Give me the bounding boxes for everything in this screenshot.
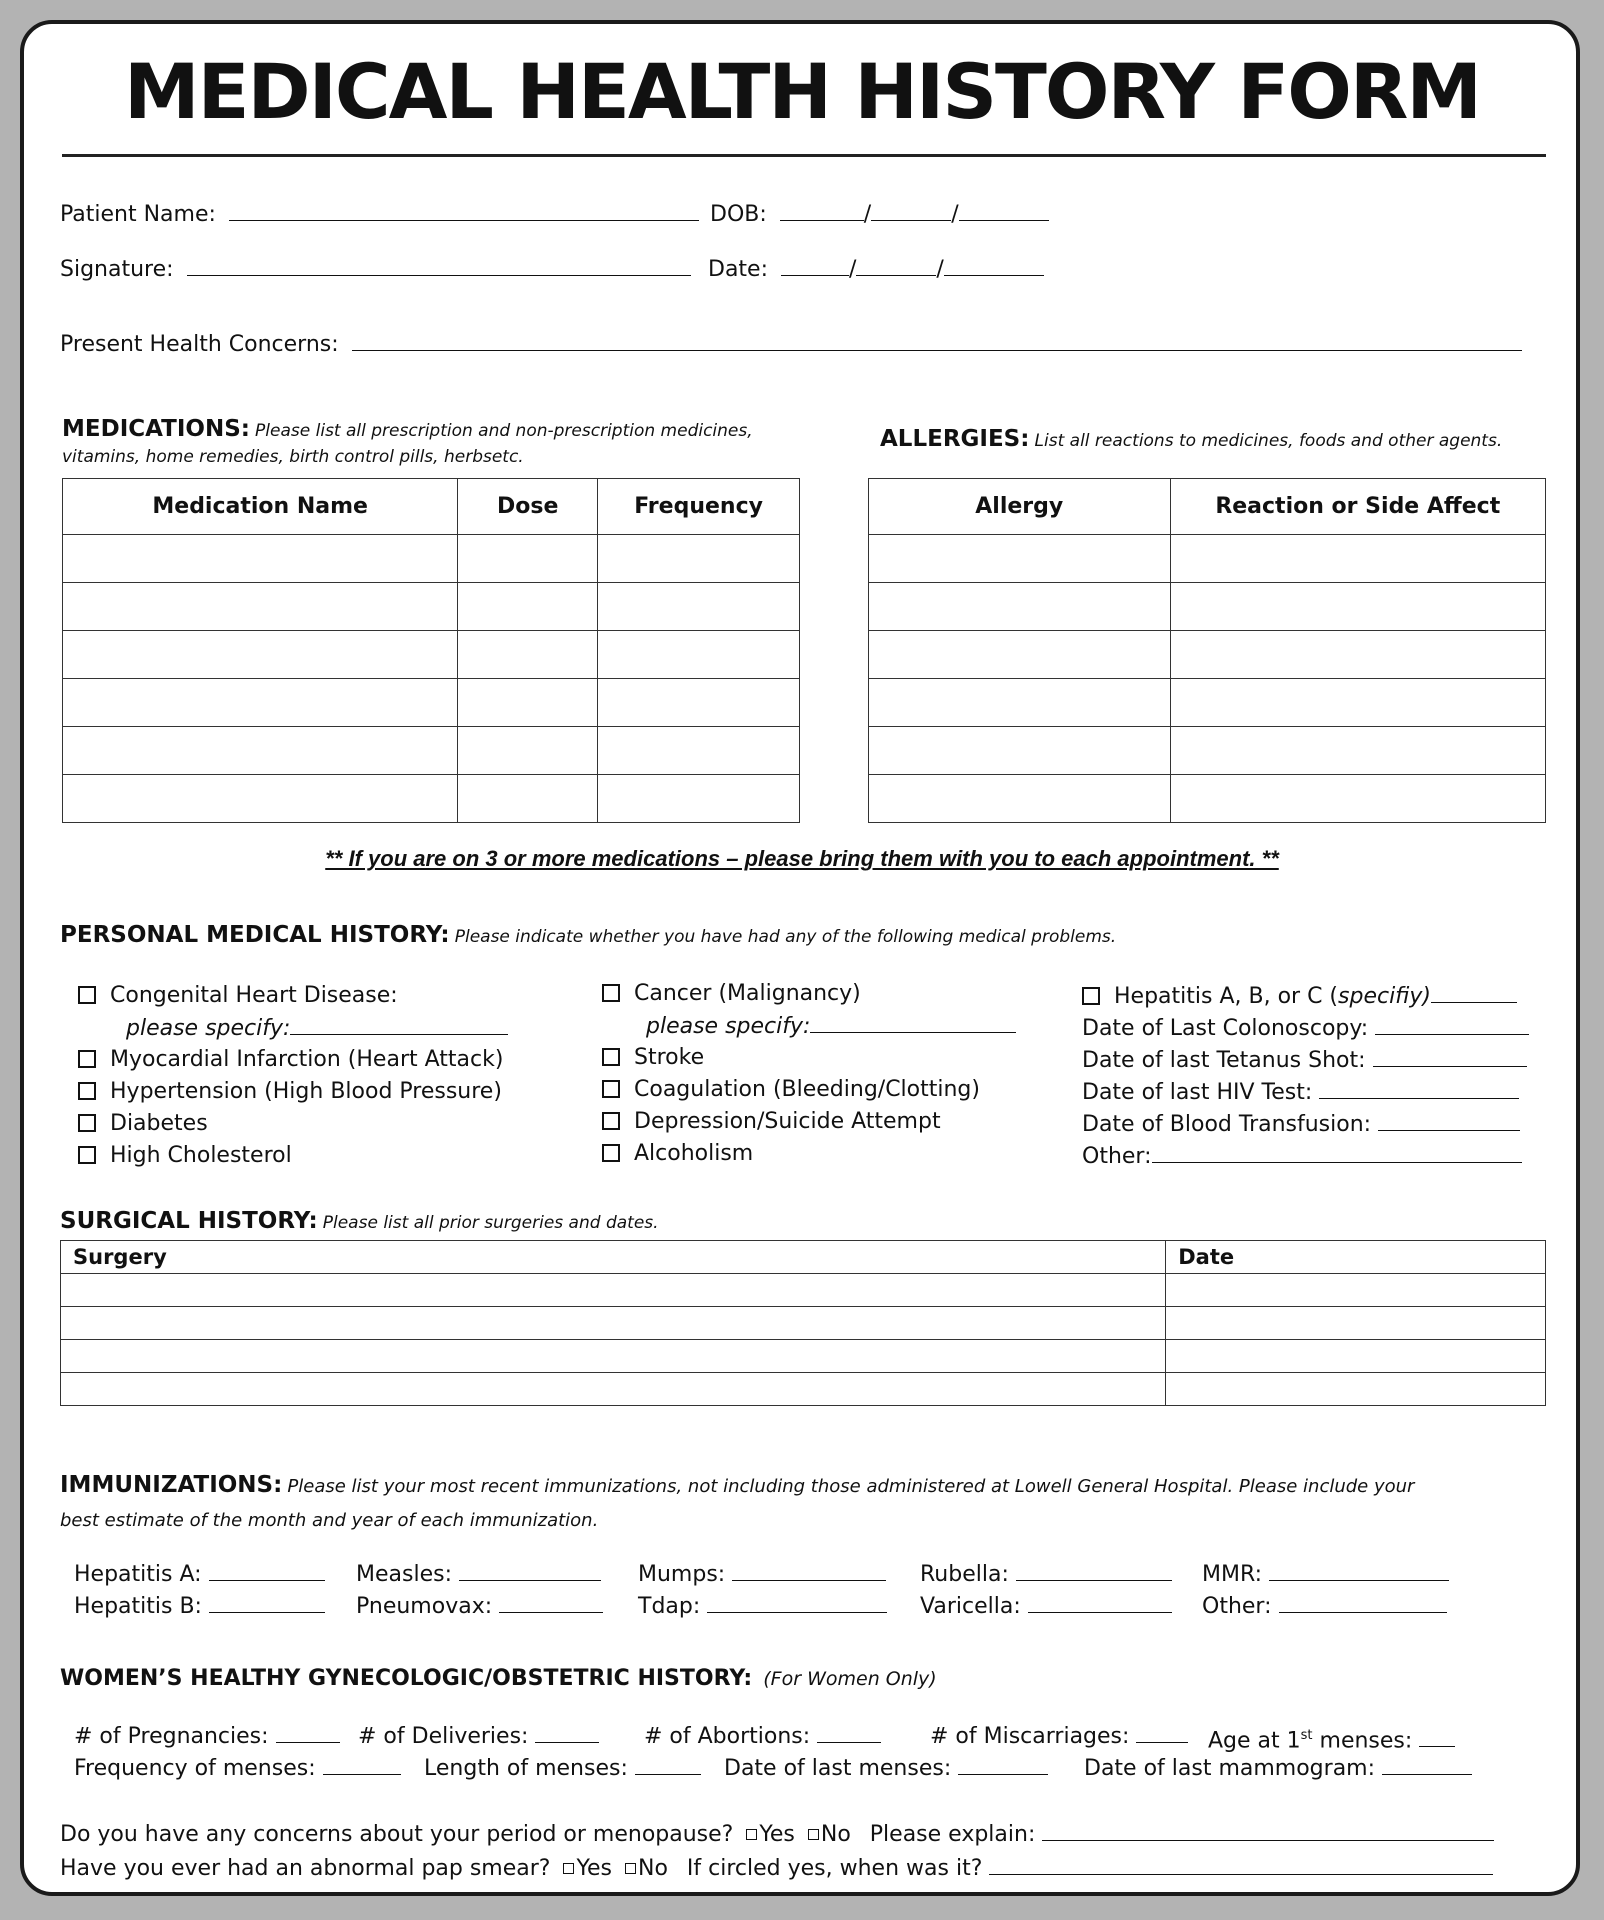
condition-label: Alcoholism xyxy=(634,1141,754,1166)
womens-history-note: (For Women Only) xyxy=(763,1668,937,1690)
condition-item[interactable] xyxy=(602,1140,753,1168)
checkbox[interactable] xyxy=(78,986,96,1004)
immunization-item xyxy=(920,1560,1172,1589)
obstetric-label: # of Abortions: xyxy=(644,1724,811,1749)
immunization-item xyxy=(920,1592,1172,1621)
checkbox[interactable] xyxy=(78,1082,96,1100)
condition-item[interactable] xyxy=(78,1078,502,1106)
obstetric-label: Date of last mammogram: xyxy=(1084,1756,1376,1781)
surgical-history-heading: SURGICAL HISTORY: xyxy=(60,1208,318,1234)
condition-label: Myocardial Infarction (Heart Attack) xyxy=(110,1047,504,1072)
date-item xyxy=(1082,1014,1529,1043)
date-item xyxy=(1082,1078,1519,1107)
table-row xyxy=(61,1274,1546,1307)
dose-cell[interactable] xyxy=(458,727,598,775)
medication-name-cell[interactable] xyxy=(63,727,458,775)
obstetric-label: # of Deliveries: xyxy=(358,1724,529,1749)
immunization-item xyxy=(356,1592,603,1621)
surgery-date-cell[interactable] xyxy=(1166,1373,1546,1406)
dob-label: DOB: xyxy=(710,202,767,227)
immunization-label: Varicella: xyxy=(920,1594,1021,1619)
frequency-cell[interactable] xyxy=(598,775,800,823)
immunization-field[interactable] xyxy=(707,1592,887,1613)
yes-label: Yes xyxy=(576,1856,612,1881)
column-header: Medication Name xyxy=(63,479,458,535)
column-header: Surgery xyxy=(61,1241,1166,1274)
pap-smear-question: Have you ever had an abnormal pap smear? xyxy=(60,1856,551,1881)
obstetric-item xyxy=(74,1722,340,1751)
hepatitis-label: Hepatitis A, B, or C ( xyxy=(1114,984,1339,1009)
specify-label: please specify: xyxy=(646,1014,811,1039)
yes-checkbox[interactable] xyxy=(563,1863,574,1874)
specify-row xyxy=(646,1012,1016,1041)
menopause-question-row xyxy=(60,1820,1494,1849)
specify-label: please specify: xyxy=(126,1016,291,1041)
checkbox[interactable] xyxy=(602,1048,620,1066)
signature-row xyxy=(60,255,691,284)
immunization-field[interactable] xyxy=(1028,1592,1172,1613)
table-row xyxy=(869,775,1546,823)
medication-name-cell[interactable] xyxy=(63,535,458,583)
other-history-field[interactable] xyxy=(1152,1142,1522,1163)
immunization-label: Tdap: xyxy=(638,1594,701,1619)
surgical-history-table xyxy=(60,1240,1546,1406)
immunization-field[interactable] xyxy=(1269,1560,1449,1581)
allergy-cell[interactable] xyxy=(869,583,1171,631)
surgery-cell[interactable] xyxy=(61,1307,1166,1340)
checkbox[interactable] xyxy=(78,1050,96,1068)
medications-table xyxy=(62,478,800,823)
immunization-field[interactable] xyxy=(1279,1592,1447,1613)
form-title: MEDICAL HEALTH HISTORY FORM xyxy=(123,47,1481,136)
condition-item[interactable] xyxy=(602,980,861,1008)
allergy-cell[interactable] xyxy=(869,535,1171,583)
dob-month-field[interactable] xyxy=(780,200,864,221)
surgery-cell[interactable] xyxy=(61,1373,1166,1406)
womens-history-heading: WOMEN’S HEALTHY GYNECOLOGIC/OBSTETRIC HISTORY: xyxy=(60,1666,753,1691)
immunization-label: Hepatitis A: xyxy=(74,1562,202,1587)
obstetric-item xyxy=(930,1722,1188,1751)
obstetric-item xyxy=(1084,1754,1472,1783)
yes-checkbox[interactable] xyxy=(746,1829,757,1840)
medication-name-cell[interactable] xyxy=(63,679,458,727)
health-concerns-field[interactable] xyxy=(352,330,1522,351)
immunization-label: Hepatitis B: xyxy=(74,1594,202,1619)
obstetric-label: Date of last menses: xyxy=(724,1756,952,1781)
immunization-item xyxy=(356,1560,601,1589)
explain-field[interactable] xyxy=(1042,1820,1494,1841)
table-row xyxy=(869,679,1546,727)
tetanus-date-field[interactable] xyxy=(1373,1046,1527,1067)
medications-note-2: vitamins, home remedies, birth control pills, herbsetc. xyxy=(62,447,524,467)
immunization-item xyxy=(638,1560,886,1589)
reaction-cell[interactable] xyxy=(1170,727,1545,775)
colonoscopy-date-field[interactable] xyxy=(1375,1014,1529,1035)
date-separator: / xyxy=(849,257,857,282)
immunizations-note-2: best estimate of the month and year of each immunization. xyxy=(60,1510,599,1531)
yes-label: Yes xyxy=(759,1822,795,1847)
medication-warning: ** If you are on 3 or more medications – please bring them with you to each appointment. ** xyxy=(325,846,1279,871)
obstetric-item xyxy=(724,1754,1048,1783)
reaction-cell[interactable] xyxy=(1170,583,1545,631)
date-item xyxy=(1082,1046,1527,1075)
dob-separator: / xyxy=(951,202,959,227)
immunization-item xyxy=(1202,1592,1447,1621)
signature-field[interactable] xyxy=(187,255,691,276)
checkbox[interactable] xyxy=(602,984,620,1002)
condition-label: Congenital Heart Disease: xyxy=(110,983,398,1008)
table-row xyxy=(61,1373,1546,1406)
dob-row xyxy=(710,200,1049,229)
checkbox[interactable] xyxy=(78,1114,96,1132)
frequency-cell[interactable] xyxy=(598,535,800,583)
frequency-cell[interactable] xyxy=(598,583,800,631)
surgery-date-cell[interactable] xyxy=(1166,1340,1546,1373)
table-row xyxy=(869,727,1546,775)
table-row xyxy=(63,631,800,679)
condition-label: Stroke xyxy=(634,1045,705,1070)
menopause-question: Do you have any concerns about your period or menopause? xyxy=(60,1822,734,1847)
immunization-label: Mumps: xyxy=(638,1562,726,1587)
hepatitis-specify: specifiy) xyxy=(1338,984,1431,1009)
title-divider xyxy=(62,154,1546,157)
condition-item[interactable] xyxy=(78,1110,208,1138)
table-row xyxy=(869,535,1546,583)
medications-note-1: Please list all prescription and non-prescription medicines, xyxy=(255,421,753,441)
date-day-field[interactable] xyxy=(856,255,936,276)
no-label: No xyxy=(638,1856,668,1881)
surgical-header-row xyxy=(61,1241,1546,1274)
obstetric-item xyxy=(74,1754,401,1783)
surgery-date-cell[interactable] xyxy=(1166,1307,1546,1340)
date-year-field[interactable] xyxy=(944,255,1044,276)
immunization-item xyxy=(638,1592,887,1621)
immunizations-header xyxy=(60,1468,1414,1538)
immunization-label: Other: xyxy=(1202,1594,1272,1619)
last-mammogram-field[interactable] xyxy=(1382,1754,1472,1775)
immunizations-note-1: Please list your most recent immunizations, not including those administered at Lowell General Hospital. Please include your xyxy=(287,1476,1415,1497)
immunizations-heading: IMMUNIZATIONS: xyxy=(60,1472,283,1498)
surgical-history-note: Please list all prior surgeries and dates. xyxy=(322,1213,659,1233)
health-concerns-row xyxy=(60,330,1522,359)
immunization-field[interactable] xyxy=(209,1560,325,1581)
checkbox[interactable] xyxy=(602,1144,620,1162)
patient-name-row xyxy=(60,200,699,229)
surgery-cell[interactable] xyxy=(61,1340,1166,1373)
dose-cell[interactable] xyxy=(458,631,598,679)
medication-name-cell[interactable] xyxy=(63,583,458,631)
date-row xyxy=(708,255,1044,284)
menses-frequency-field[interactable] xyxy=(323,1754,401,1775)
table-row xyxy=(869,631,1546,679)
age-first-menses-field[interactable] xyxy=(1419,1726,1455,1747)
frequency-cell[interactable] xyxy=(598,679,800,727)
allergy-cell[interactable] xyxy=(869,679,1171,727)
surgery-cell[interactable] xyxy=(61,1274,1166,1307)
immunization-field[interactable] xyxy=(209,1592,325,1613)
personal-history-note: Please indicate whether you have had any of the following medical problems. xyxy=(454,927,1117,947)
date-item xyxy=(1082,1110,1520,1139)
condition-item[interactable] xyxy=(602,1076,980,1104)
when-field[interactable] xyxy=(989,1854,1493,1875)
surgical-history-header xyxy=(60,1206,659,1238)
dose-cell[interactable] xyxy=(458,679,598,727)
obstetric-label: Length of menses: xyxy=(424,1756,628,1781)
date-separator: / xyxy=(936,257,944,282)
form-sheet xyxy=(20,20,1580,1896)
transfusion-date-field[interactable] xyxy=(1378,1110,1520,1131)
dob-year-field[interactable] xyxy=(959,200,1049,221)
pregnancies-field[interactable] xyxy=(276,1722,340,1743)
table-row xyxy=(869,583,1546,631)
personal-history-header xyxy=(60,920,1116,952)
frequency-cell[interactable] xyxy=(598,631,800,679)
immunization-label: MMR: xyxy=(1202,1562,1262,1587)
condition-item[interactable] xyxy=(78,1046,503,1074)
condition-label: Coagulation (Bleeding/Clotting) xyxy=(634,1077,980,1102)
personal-history-heading: PERSONAL MEDICAL HISTORY: xyxy=(60,922,450,948)
checkbox[interactable] xyxy=(602,1080,620,1098)
dose-cell[interactable] xyxy=(458,535,598,583)
table-row xyxy=(63,535,800,583)
obstetric-item xyxy=(644,1722,881,1751)
reaction-cell[interactable] xyxy=(1170,535,1545,583)
condition-label: Diabetes xyxy=(110,1111,208,1136)
age-first-menses-label-end: menses: xyxy=(1319,1728,1413,1754)
no-checkbox[interactable] xyxy=(625,1863,636,1874)
condition-label: High Cholesterol xyxy=(110,1143,292,1168)
surgery-date-cell[interactable] xyxy=(1166,1274,1546,1307)
allergies-note: List all reactions to medicines, foods and other agents. xyxy=(1034,431,1503,451)
column-header: Reaction or Side Affect xyxy=(1170,479,1545,535)
condition-item[interactable] xyxy=(602,1108,941,1136)
age-first-menses-label: Age at 1 xyxy=(1208,1728,1301,1754)
column-header: Frequency xyxy=(598,479,800,535)
immunization-label: Rubella: xyxy=(920,1562,1009,1587)
condition-item[interactable] xyxy=(1082,982,1517,1011)
allergy-cell[interactable] xyxy=(869,727,1171,775)
miscarriages-field[interactable] xyxy=(1136,1722,1188,1743)
no-checkbox[interactable] xyxy=(808,1829,819,1840)
condition-label: Cancer (Malignancy) xyxy=(634,981,861,1006)
immunization-field[interactable] xyxy=(732,1560,886,1581)
condition-label: Hypertension (High Blood Pressure) xyxy=(110,1079,502,1104)
specify-row xyxy=(126,1014,508,1043)
specify-field[interactable] xyxy=(810,1012,1016,1033)
dose-cell[interactable] xyxy=(458,775,598,823)
table-row xyxy=(61,1307,1546,1340)
age-first-menses-sup: st xyxy=(1300,1728,1313,1743)
date-item-label: Date of last Tetanus Shot: xyxy=(1082,1048,1366,1073)
medication-name-cell[interactable] xyxy=(63,775,458,823)
table-row xyxy=(61,1340,1546,1373)
dob-day-field[interactable] xyxy=(871,200,951,221)
hepatitis-field[interactable] xyxy=(1431,982,1517,1003)
explain-label: Please explain: xyxy=(869,1822,1036,1847)
deliveries-field[interactable] xyxy=(535,1722,599,1743)
dose-cell[interactable] xyxy=(458,583,598,631)
allergies-heading: ALLERGIES: xyxy=(880,426,1030,452)
hiv-test-date-field[interactable] xyxy=(1319,1078,1519,1099)
dob-separator: / xyxy=(863,202,872,227)
immunization-field[interactable] xyxy=(1016,1560,1172,1581)
reaction-cell[interactable] xyxy=(1170,775,1545,823)
signature-label: Signature: xyxy=(60,257,174,282)
womens-history-header xyxy=(60,1664,937,1695)
condition-item[interactable] xyxy=(78,982,398,1010)
health-concerns-label: Present Health Concerns: xyxy=(60,332,339,357)
checkbox[interactable] xyxy=(1082,987,1100,1005)
immunization-item xyxy=(74,1592,325,1621)
abortions-field[interactable] xyxy=(817,1722,881,1743)
medications-header-row xyxy=(63,479,800,535)
table-row xyxy=(63,583,800,631)
condition-item[interactable] xyxy=(78,1142,292,1170)
condition-item[interactable] xyxy=(602,1044,704,1072)
immunization-field[interactable] xyxy=(499,1592,603,1613)
obstetric-label: Frequency of menses: xyxy=(74,1756,316,1781)
patient-name-field[interactable] xyxy=(229,200,699,221)
when-label: If circled yes, when was it? xyxy=(686,1856,983,1881)
column-header: Date xyxy=(1166,1241,1546,1274)
table-row xyxy=(63,727,800,775)
allergy-cell[interactable] xyxy=(869,775,1171,823)
date-item-label: Date of Blood Transfusion: xyxy=(1082,1112,1372,1137)
date-item-label: Other: xyxy=(1082,1144,1152,1169)
immunization-label: Measles: xyxy=(356,1562,452,1587)
reaction-cell[interactable] xyxy=(1170,679,1545,727)
table-row xyxy=(63,775,800,823)
allergy-cell[interactable] xyxy=(869,631,1171,679)
medication-name-cell[interactable] xyxy=(63,631,458,679)
obstetric-label: # of Pregnancies: xyxy=(74,1724,269,1749)
date-month-field[interactable] xyxy=(781,255,849,276)
date-item-label: Date of Last Colonoscopy: xyxy=(1082,1016,1369,1041)
immunization-item xyxy=(1202,1560,1449,1589)
column-header: Allergy xyxy=(869,479,1171,535)
condition-label: Depression/Suicide Attempt xyxy=(634,1109,941,1134)
immunization-field[interactable] xyxy=(459,1560,601,1581)
no-label: No xyxy=(820,1822,851,1847)
last-menses-field[interactable] xyxy=(958,1754,1048,1775)
reaction-cell[interactable] xyxy=(1170,631,1545,679)
obstetric-item xyxy=(424,1754,701,1783)
obstetric-item xyxy=(1208,1722,1455,1755)
obstetric-label: # of Miscarriages: xyxy=(930,1724,1130,1749)
column-header: Dose xyxy=(458,479,598,535)
allergies-table xyxy=(868,478,1546,823)
patient-name-label: Patient Name: xyxy=(60,202,216,227)
date-label: Date: xyxy=(708,257,768,282)
date-item-label: Date of last HIV Test: xyxy=(1082,1080,1313,1105)
obstetric-item xyxy=(358,1722,599,1751)
date-item xyxy=(1082,1142,1522,1171)
pap-smear-question-row xyxy=(60,1854,1493,1883)
allergies-header xyxy=(880,426,1502,454)
medications-header xyxy=(62,416,753,470)
immunization-item xyxy=(74,1560,325,1589)
allergies-header-row xyxy=(869,479,1546,535)
table-row xyxy=(63,679,800,727)
checkbox[interactable] xyxy=(602,1112,620,1130)
checkbox[interactable] xyxy=(78,1146,96,1164)
menses-length-field[interactable] xyxy=(635,1754,701,1775)
frequency-cell[interactable] xyxy=(598,727,800,775)
medications-heading: MEDICATIONS: xyxy=(62,416,250,442)
specify-field[interactable] xyxy=(290,1014,508,1035)
immunization-label: Pneumovax: xyxy=(356,1594,493,1619)
